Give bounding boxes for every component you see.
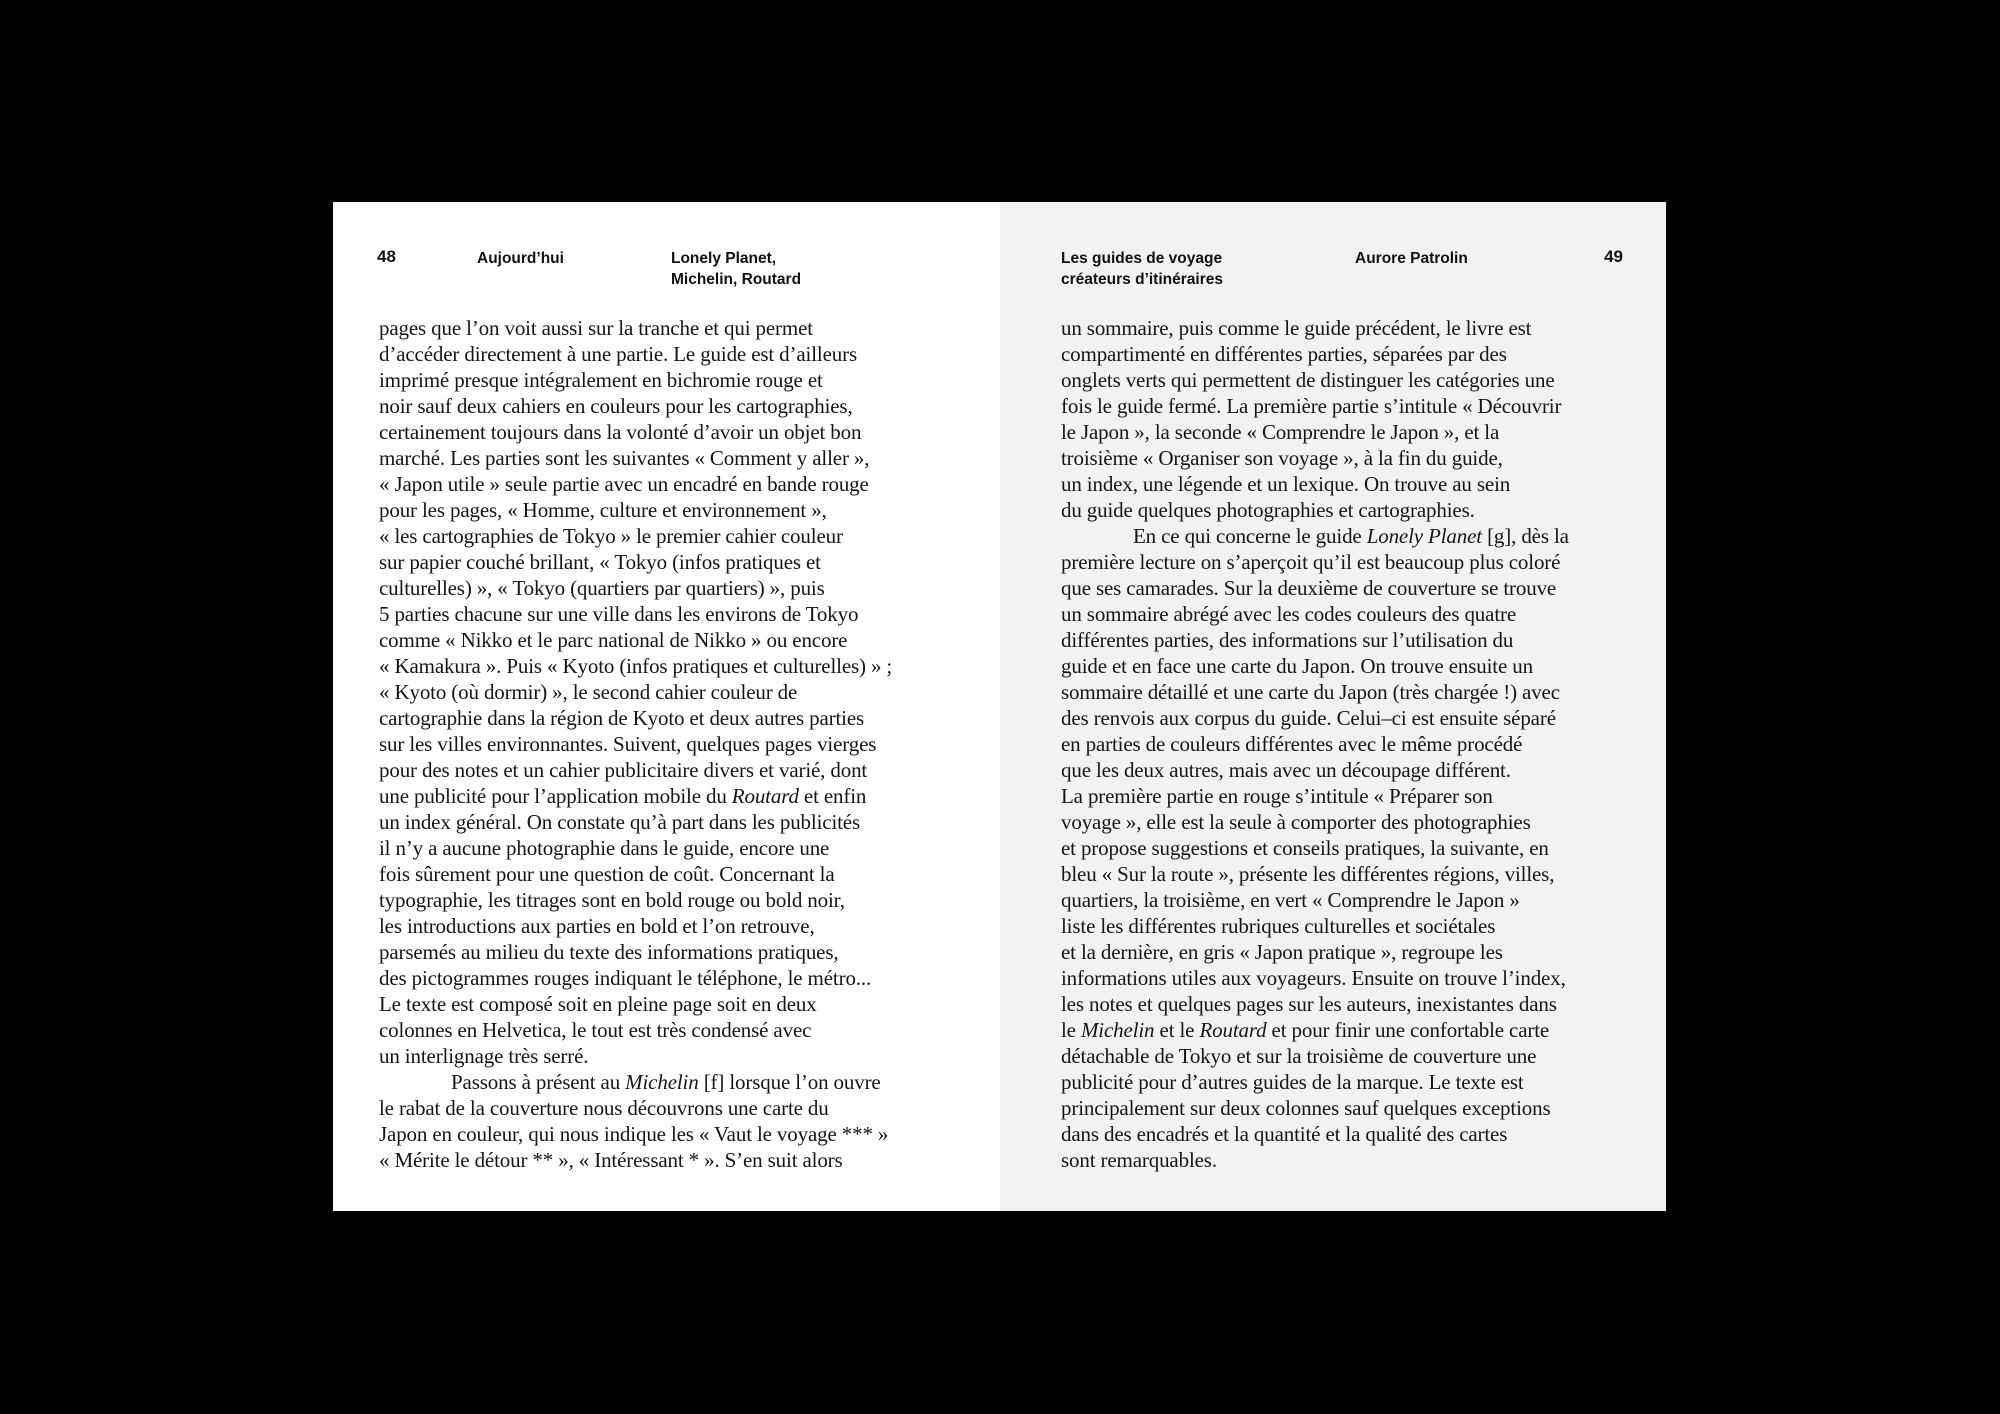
text-line: du guide quelques photographies et cartographies. (1061, 498, 1475, 522)
text-line: informations utiles aux voyageurs. Ensuite on trouve l’index, (1061, 966, 1566, 990)
text-line: principalement sur deux colonnes sauf quelques exceptions (1061, 1096, 1551, 1120)
text-line: voyage », elle est la seule à comporter des photographies (1061, 810, 1531, 834)
text-line: d’accéder directement à une partie. Le guide est d’ailleurs (379, 342, 857, 366)
text-line: fois le guide fermé. La première partie s’intitule « Découvrir (1061, 394, 1562, 418)
text-line: des renvois aux corpus du guide. Celui–ci est ensuite séparé (1061, 706, 1556, 730)
text-line: un index général. On constate qu’à part dans les publicités (379, 810, 860, 834)
text-line: et propose suggestions et conseils pratiques, la suivante, en (1061, 836, 1549, 860)
text-line: comme « Nikko et le parc national de Nikko » ou encore (379, 628, 848, 652)
text-line: « les cartographies de Tokyo » le premier cahier couleur (379, 524, 843, 548)
text-line: pour des notes et un cahier publicitaire divers et varié, dont (379, 758, 868, 782)
body-text-right (1061, 315, 1643, 1173)
text-line: différentes parties, des informations sur l’utilisation du (1061, 628, 1514, 652)
text-line: fois sûrement pour une question de coût. Concernant la (379, 862, 835, 886)
text-line: culturelles) », « Tokyo (quartiers par quartiers) », puis (379, 576, 825, 600)
text-line: colonnes en Helvetica, le tout est très condensé avec (379, 1018, 812, 1042)
text-line: compartimenté en différentes parties, séparées par des (1061, 342, 1507, 366)
text-line: en parties de couleurs différentes avec le même procédé (1061, 732, 1523, 756)
text-line: « Kyoto (où dormir) », le second cahier couleur de (379, 680, 798, 704)
page-number: 48 (377, 247, 396, 266)
text-line: détachable de Tokyo et sur la troisième de couverture une (1061, 1044, 1537, 1068)
running-head-title (1061, 248, 1223, 290)
text-line: les notes et quelques pages sur les auteurs, inexistantes dans (1061, 992, 1557, 1016)
running-head-right (1000, 248, 1666, 298)
text-line: quartiers, la troisième, en vert « Comprendre le Japon » (1061, 888, 1520, 912)
text-line: Le texte est composé soit en pleine page soit en deux (379, 992, 817, 1016)
text-line: sur les villes environnantes. Suivent, quelques pages vierges (379, 732, 877, 756)
text-line: un sommaire, puis comme le guide précédent, le livre est (1061, 316, 1532, 340)
text-line: un interlignage très serré. (379, 1044, 589, 1068)
running-head-title-line: Les guides de voyage (1061, 250, 1223, 267)
running-head-author: Aurore Patrolin (1355, 250, 1468, 267)
text-line: certainement toujours dans la volonté d’avoir un objet bon (379, 420, 862, 444)
text-line: les introductions aux parties en bold et l’on retrouve, (379, 914, 815, 938)
running-head-left (333, 248, 1000, 298)
text-line: et la dernière, en gris « Japon pratique », regroupe les (1061, 940, 1503, 964)
text-line: le Japon », la seconde « Comprendre le Japon », et la (1061, 420, 1500, 444)
page-right (1000, 202, 1666, 1211)
text-line: sommaire détaillé et une carte du Japon (très chargée !) avec (1061, 680, 1560, 704)
text-line: « Mérite le détour ** », « Intéressant * ». S’en suit alors (379, 1148, 843, 1172)
running-head-title-line: créateurs d’itinéraires (1061, 271, 1223, 288)
text-line: liste les différentes rubriques culturelles et sociétales (1061, 914, 1496, 938)
text-line: une publicité pour l’application mobile du Routard et enfin (379, 784, 867, 808)
text-line: un sommaire abrégé avec les codes couleurs des quatre (1061, 602, 1517, 626)
text-line: pages que l’on voit aussi sur la tranche et qui permet (379, 316, 813, 340)
text-line: bleu « Sur la route », présente les différentes régions, villes, (1061, 862, 1555, 886)
text-line: que les deux autres, mais avec un découpage différent. (1061, 758, 1511, 782)
text-line: il n’y a aucune photographie dans le guide, encore une (379, 836, 830, 860)
running-head-section: Aujourd’hui (477, 250, 564, 267)
text-line: pour les pages, « Homme, culture et environnement », (379, 498, 827, 522)
text-line: que ses camarades. Sur la deuxième de couverture se trouve (1061, 576, 1557, 600)
running-head-chapter-line: Lonely Planet, (671, 250, 777, 267)
text-line: des pictogrammes rouges indiquant le téléphone, le métro... (379, 966, 872, 990)
running-head-chapter-line: Michelin, Routard (671, 271, 802, 288)
text-line: sont remarquables. (1061, 1148, 1217, 1172)
page-number: 49 (1604, 247, 1623, 266)
text-line: noir sauf deux cahiers en couleurs pour les cartographies, (379, 394, 853, 418)
text-line: première lecture on s’aperçoit qu’il est beaucoup plus coloré (1061, 550, 1561, 574)
text-line: marché. Les parties sont les suivantes « Comment y aller », (379, 446, 870, 470)
text-line: En ce qui concerne le guide Lonely Planet [g], dès la (1133, 524, 1569, 548)
text-line: guide et en face une carte du Japon. On trouve ensuite un (1061, 654, 1533, 678)
text-line: publicité pour d’autres guides de la marque. Le texte est (1061, 1070, 1524, 1094)
text-line: « Kamakura ». Puis « Kyoto (infos pratiques et culturelles) » ; (379, 654, 893, 678)
text-line: imprimé presque intégralement en bichromie rouge et (379, 368, 823, 392)
text-line: Passons à présent au Michelin [f] lorsque l’on ouvre (451, 1070, 881, 1094)
page-left (333, 202, 1000, 1211)
text-line: « Japon utile » seule partie avec un encadré en bande rouge (379, 472, 869, 496)
running-head-chapter (671, 248, 801, 290)
text-line: typographie, les titrages sont en bold rouge ou bold noir, (379, 888, 845, 912)
text-line: dans des encadrés et la quantité et la qualité des cartes (1061, 1122, 1508, 1146)
text-line: un index, une légende et un lexique. On trouve au sein (1061, 472, 1511, 496)
text-line: cartographie dans la région de Kyoto et deux autres parties (379, 706, 865, 730)
text-line: onglets verts qui permettent de distinguer les catégories une (1061, 368, 1555, 392)
text-line: Japon en couleur, qui nous indique les « Vaut le voyage *** » (379, 1122, 889, 1146)
body-text-left (379, 315, 957, 1173)
text-line: troisième « Organiser son voyage », à la fin du guide, (1061, 446, 1503, 470)
text-line: La première partie en rouge s’intitule « Préparer son (1061, 784, 1493, 808)
text-line: 5 parties chacune sur une ville dans les environs de Tokyo (379, 602, 859, 626)
book-spread (333, 202, 1666, 1211)
text-line: parsemés au milieu du texte des informations pratiques, (379, 940, 839, 964)
text-line: sur papier couché brillant, « Tokyo (infos pratiques et (379, 550, 821, 574)
text-line: le Michelin et le Routard et pour finir une confortable carte (1061, 1018, 1550, 1042)
text-line: le rabat de la couverture nous découvrons une carte du (379, 1096, 829, 1120)
